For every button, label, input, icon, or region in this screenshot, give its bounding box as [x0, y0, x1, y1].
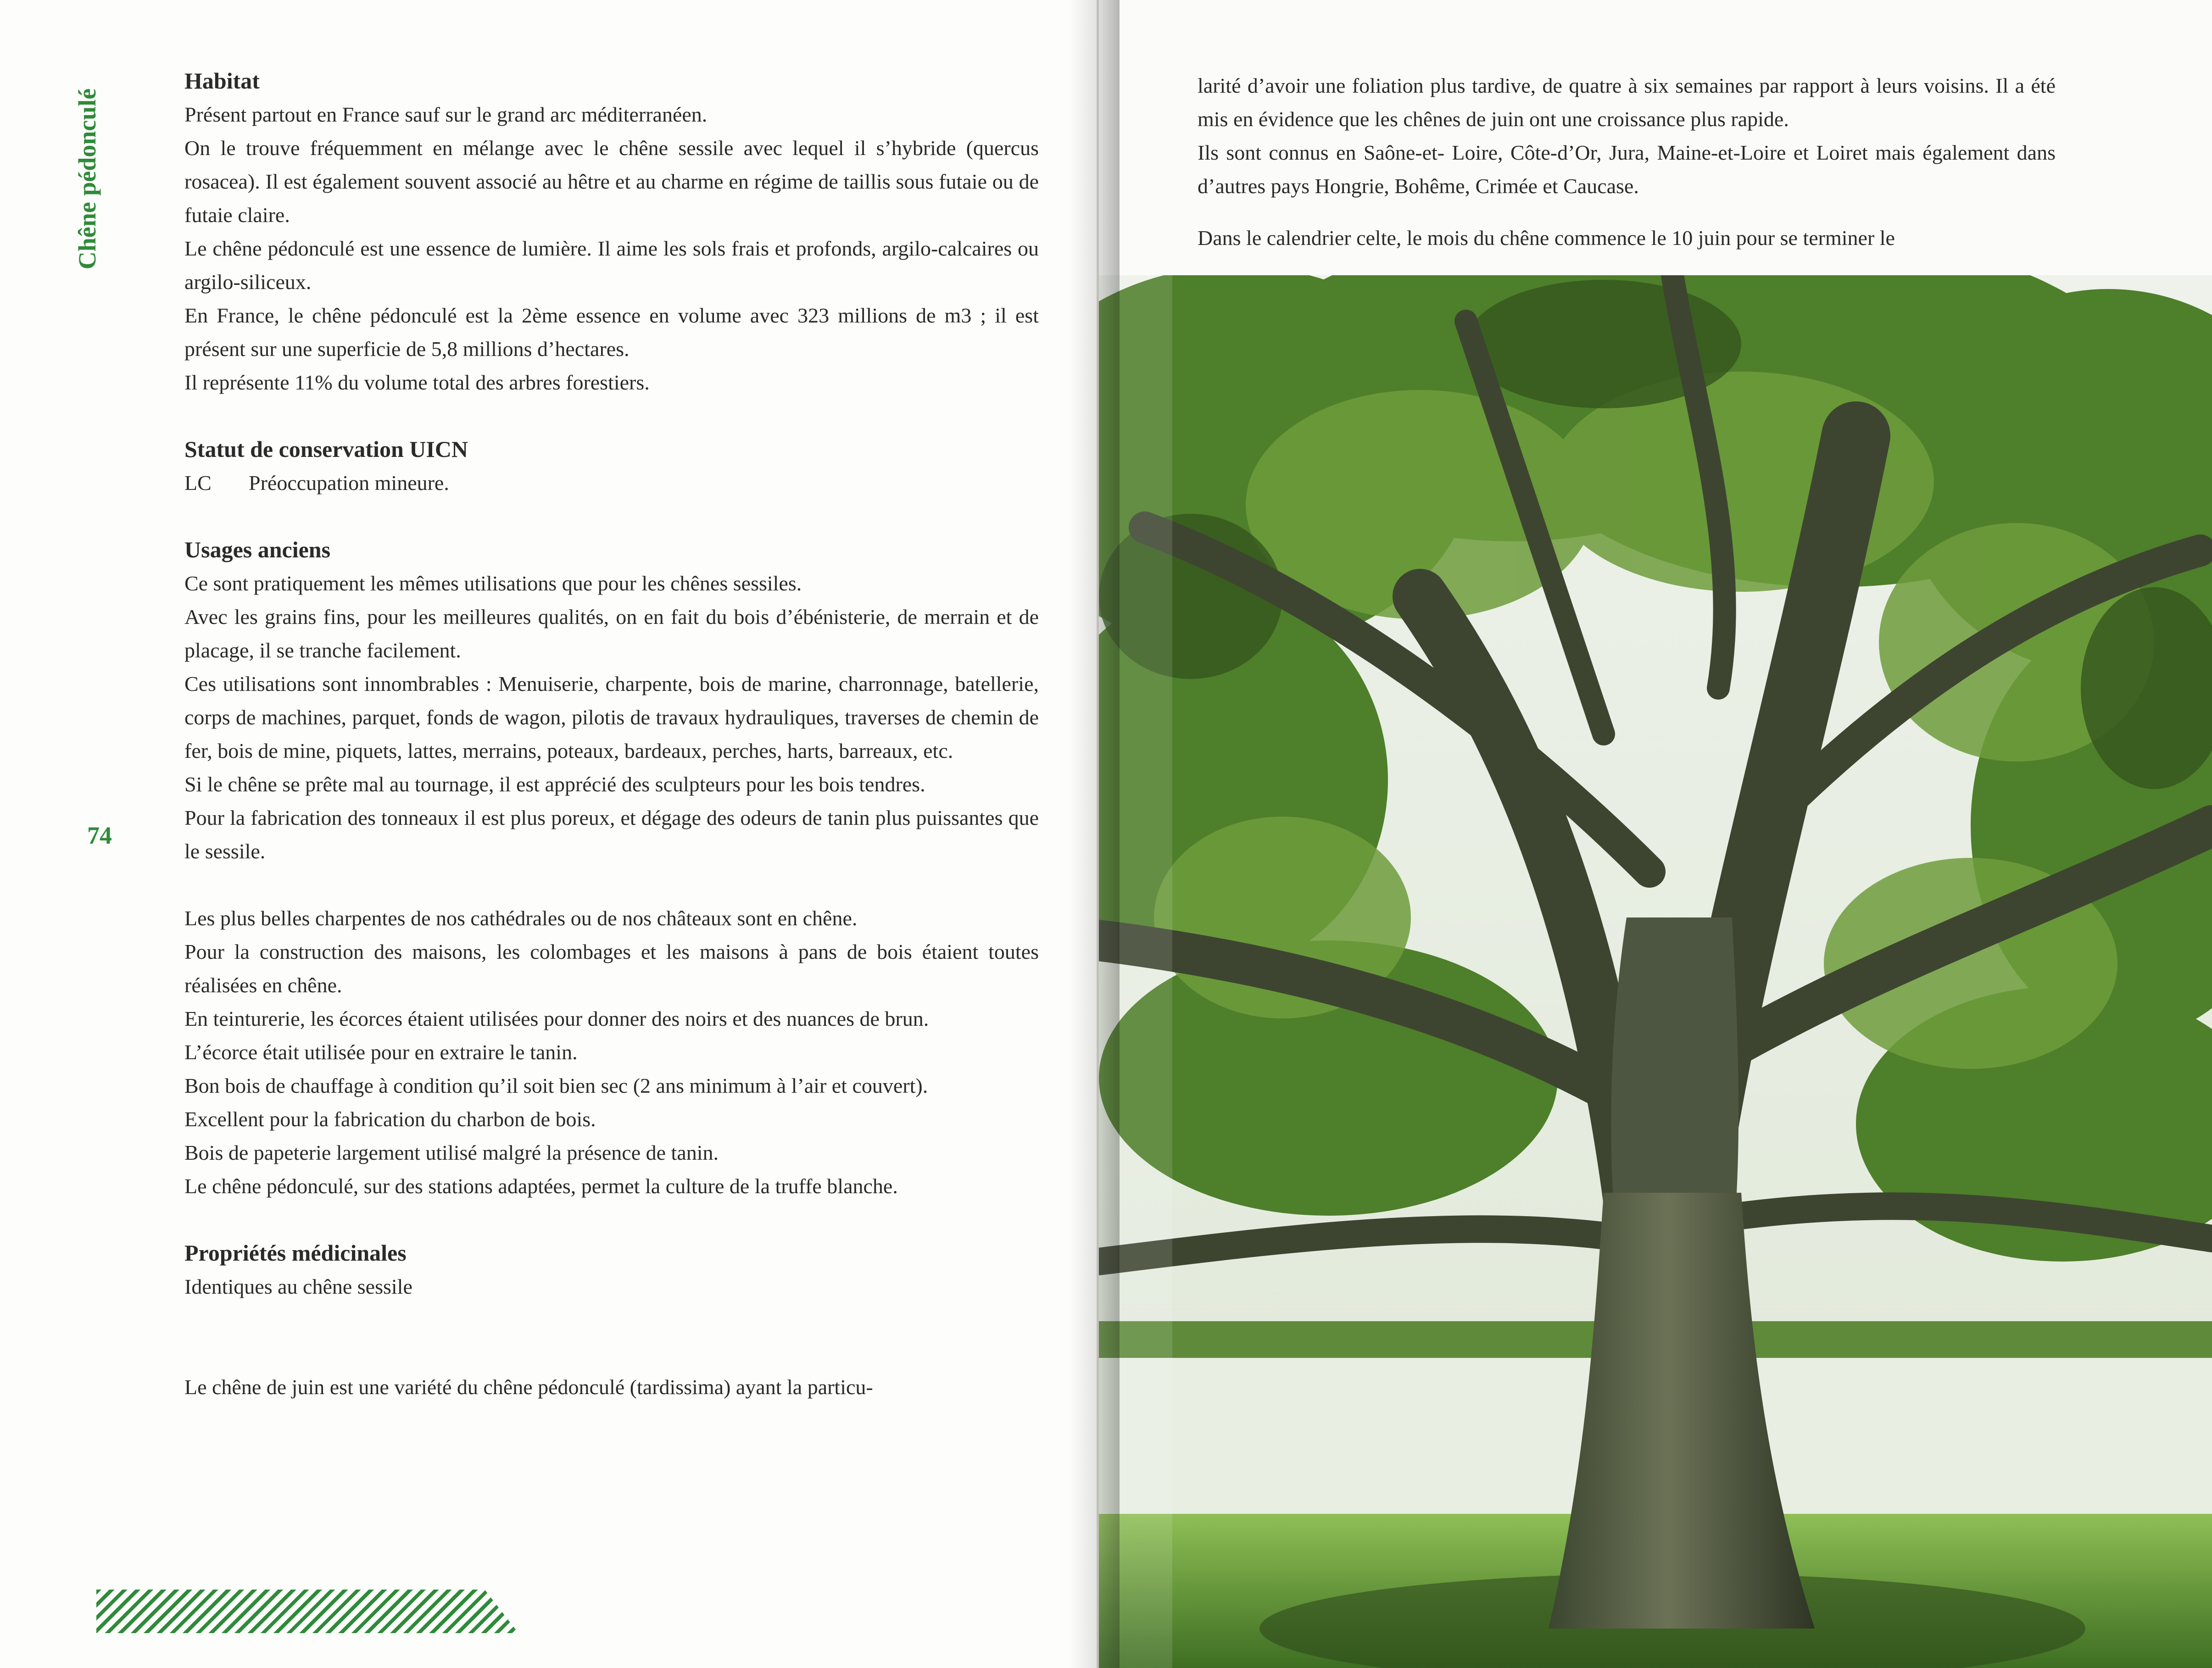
spacer	[184, 1303, 1039, 1337]
section-title-usages: Usages anciens	[184, 537, 331, 562]
habitat-line: On le trouve fréquemment en mélange avec le chêne sessile avec lequel il s’hybride (quercus rosacea). Il est également souvent associé au hêtre et au charme en régime de taillis sous futaie ou de futaie claire.	[184, 136, 1039, 227]
habitat-line: Présent partout en France sauf sur le grand arc méditerranéen.	[184, 103, 708, 126]
uicn-status	[184, 466, 1039, 500]
book-gutter-shadow	[1069, 0, 1120, 1668]
section-title-uicn: Statut de conservation UICN	[184, 436, 468, 462]
right-text-column	[1198, 69, 2056, 255]
medicinal-text: Identiques au chêne sessile	[184, 1275, 412, 1298]
usages-line: Le chêne pédonculé, sur des stations adaptées, permet la culture de la truffe blanche.	[184, 1174, 898, 1198]
usages-line: Excellent pour la fabrication du charbon de bois.	[184, 1107, 596, 1131]
continuation-line: Ils sont connus en Saône-et- Loire, Côte-d’Or, Jura, Maine-et-Loire et Loiret mais également dans d’autres pays Hongrie, Bohême, Crimée et Caucase.	[1198, 141, 2056, 198]
uicn-label: Préoccupation mineure.	[249, 471, 449, 495]
oak-tree-photo	[1099, 275, 2212, 1668]
usages-line: Pour la fabrication des tonneaux il est plus poreux, et dégage des odeurs de tanin plus puissantes que le sessile.	[184, 806, 1039, 863]
calendar-line: Dans le calendrier celte, le mois du chêne commence le 10 juin pour se terminer le	[1198, 226, 1895, 250]
usages-line: Pour la construction des maisons, les colombages et les maisons à pans de bois étaient toutes réalisées en chêne.	[184, 940, 1039, 997]
left-text-column	[184, 64, 1039, 1404]
usages-line: Si le chêne se prête mal au tournage, il est apprécié des sculpteurs pour les bois tendres.	[184, 773, 925, 796]
section-title-medicinal: Propriétés médicinales	[184, 1240, 407, 1266]
habitat-line: En France, le chêne pédonculé est la 2ème essence en volume avec 323 millions de m3 ; il est présent sur une superficie de 5,8 millions d’hectares.	[184, 304, 1039, 361]
usages-line: Bois de papeterie largement utilisé malgré la présence de tanin.	[184, 1141, 719, 1164]
usages-line: En teinturerie, les écorces étaient utilisées pour donner des noirs et des nuances de brun.	[184, 1007, 929, 1030]
running-head	[69, 71, 106, 287]
closing-text: Le chêne de juin est une variété du chêne pédonculé (tardissima) ayant la particu-	[184, 1375, 873, 1399]
spacer	[184, 500, 1039, 533]
running-head-text: Chêne pédonculé	[73, 88, 101, 270]
usages-line: Avec les grains fins, pour les meilleures qualités, on en fait du bois d’ébénisterie, de merrain et de placage, il se tranche facilement.	[184, 605, 1039, 662]
usages-line: Ce sont pratiquement les mêmes utilisations que pour les chênes sessiles.	[184, 572, 802, 595]
habitat-line: Le chêne pédonculé est une essence de lumière. Il aime les sols frais et profonds, argilo-calcaires ou argilo-siliceux.	[184, 237, 1039, 294]
page-number: 74	[87, 822, 112, 849]
spacer	[184, 868, 1039, 901]
usages-line: L’écorce était utilisée pour en extraire le tanin.	[184, 1040, 578, 1064]
usages-line: Les plus belles charpentes de nos cathédrales ou de nos châteaux sont en chêne.	[184, 906, 858, 930]
usages-line: Bon bois de chauffage à condition qu’il soit bien sec (2 ans minimum à l’air et couvert).	[184, 1074, 928, 1097]
spacer	[184, 1337, 1039, 1370]
spacer	[184, 1203, 1039, 1236]
continuation-line: larité d’avoir une foliation plus tardive, de quatre à six semaines par rapport à leurs voisins. Il a été mis en évidence que les chênes de juin ont une croissance plus rapide.	[1198, 74, 2056, 131]
usages-line: Ces utilisations sont innombrables : Menuiserie, charpente, bois de marine, charronnage, batellerie, corps de machines, parquet, fonds de wagon, pilotis de travaux hydrauliques, traverses de chemin de fer, bois de mine, piquets, lattes, merrains, poteaux, bardeaux, perches, harts, barreaux, etc.	[184, 672, 1039, 762]
uicn-code: LC	[184, 471, 212, 495]
spacer	[1198, 203, 2056, 221]
habitat-line: Il représente 11% du volume total des arbres forestiers.	[184, 371, 650, 394]
decorative-hatch-band	[96, 1590, 518, 1633]
spacer	[184, 399, 1039, 433]
oak-tree-illustration	[1099, 275, 2212, 1668]
left-page	[0, 0, 1097, 1668]
section-title-habitat: Habitat	[184, 68, 260, 94]
